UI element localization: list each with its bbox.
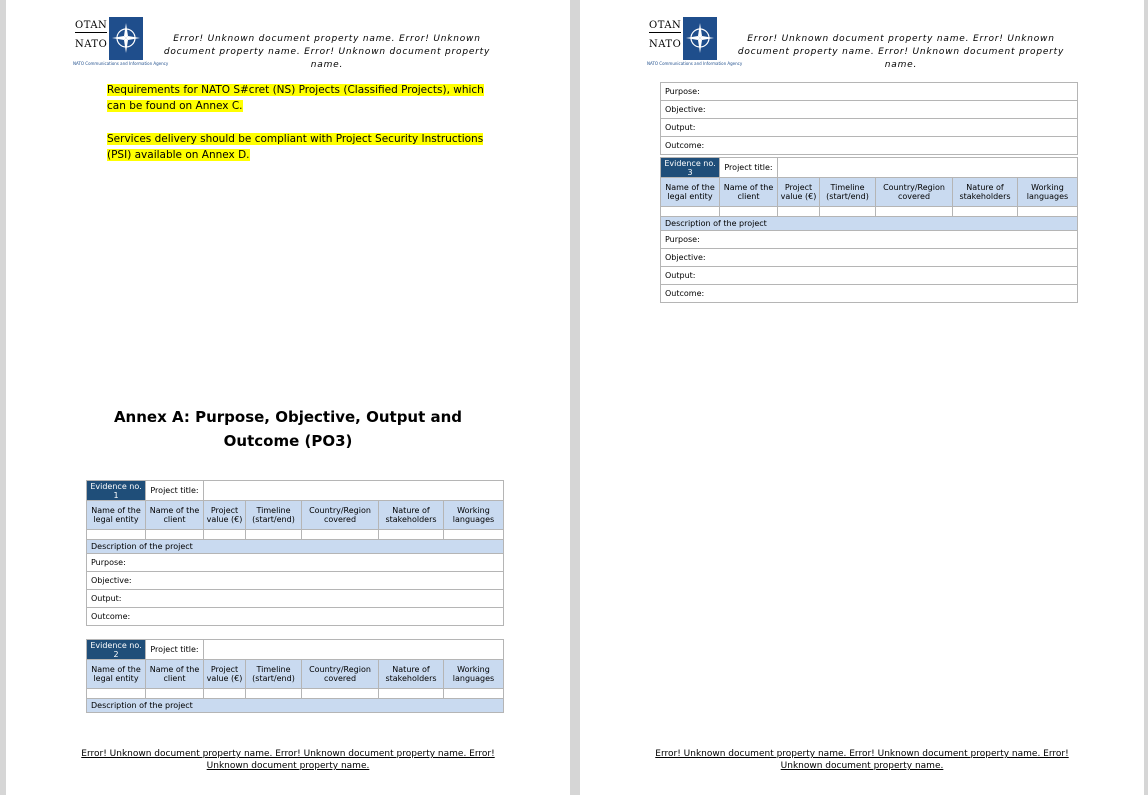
purpose-field[interactable]: Purpose:: [661, 231, 1078, 249]
document-page-2: [580, 0, 1144, 795]
logo-otan-text: OTAN: [649, 20, 682, 31]
value-cell[interactable]: [204, 530, 246, 540]
legal-entity-cell[interactable]: [87, 530, 146, 540]
services-highlight: Services delivery should be compliant with Project Security Instructions (PSI) available on Annex D.: [107, 133, 484, 161]
services-paragraph: [107, 131, 503, 163]
languages-cell[interactable]: [1018, 207, 1078, 217]
region-cell[interactable]: [876, 207, 953, 217]
evidence-table-1: [86, 480, 504, 626]
objective-field[interactable]: Objective:: [661, 249, 1078, 267]
document-page-1: [6, 0, 570, 795]
evidence-label: Evidence no. 3: [661, 158, 720, 178]
region-cell[interactable]: [302, 689, 379, 699]
value-cell[interactable]: [204, 689, 246, 699]
outcome-field[interactable]: Outcome:: [661, 285, 1078, 303]
evidence-label: Evidence no. 2: [87, 640, 146, 660]
nato-logo: [647, 17, 743, 69]
evidence-label: Evidence no. 1: [87, 481, 146, 501]
project-title-label: Project title:: [146, 481, 204, 501]
description-header: Description of the project: [87, 540, 504, 554]
languages-header: Working languages: [444, 660, 504, 689]
project-title-label: Project title:: [146, 640, 204, 660]
project-title-field[interactable]: [204, 640, 504, 660]
client-cell[interactable]: [720, 207, 778, 217]
project-title-field[interactable]: [204, 481, 504, 501]
stakeholders-cell[interactable]: [379, 530, 444, 540]
value-header: Project value (€): [204, 501, 246, 530]
timeline-cell[interactable]: [246, 689, 302, 699]
value-header: Project value (€): [778, 178, 820, 207]
header-error-text: Error! Unknown document property name. Error! Unknown document property name. Error! Unknown document property name.: [737, 34, 1065, 70]
annex-title: Annex A: Purpose, Objective, Output and Outcome (PO3): [113, 408, 463, 450]
timeline-header: Timeline (start/end): [246, 660, 302, 689]
client-header: Name of the client: [720, 178, 778, 207]
nato-compass-star-icon: [109, 17, 143, 60]
output-field[interactable]: Output:: [87, 590, 504, 608]
logo-nato-text: NATO: [649, 39, 682, 50]
evidence-table-2-continued: [660, 82, 1078, 155]
region-cell[interactable]: [302, 530, 379, 540]
value-cell[interactable]: [778, 207, 820, 217]
nato-compass-star-icon: [683, 17, 717, 60]
purpose-field[interactable]: Purpose:: [87, 554, 504, 572]
languages-cell[interactable]: [444, 689, 504, 699]
value-header: Project value (€): [204, 660, 246, 689]
outcome-field[interactable]: Outcome:: [87, 608, 504, 626]
legal-entity-cell[interactable]: [661, 207, 720, 217]
stakeholders-header: Nature of stakeholders: [379, 660, 444, 689]
objective-field[interactable]: Objective:: [87, 572, 504, 590]
output-field[interactable]: Output:: [661, 119, 1078, 137]
requirements-highlight: Requirements for NATO S#cret (NS) Projects (Classified Projects), which can be found on Annex C.: [107, 84, 484, 112]
client-cell[interactable]: [146, 530, 204, 540]
region-header: Country/Region covered: [876, 178, 953, 207]
legal-entity-header: Name of the legal entity: [87, 501, 146, 530]
logo-agency-text: NATO Communications and Information Agency: [73, 61, 169, 66]
stakeholders-cell[interactable]: [379, 689, 444, 699]
description-header: Description of the project: [661, 217, 1078, 231]
objective-field[interactable]: Objective:: [661, 101, 1078, 119]
languages-header: Working languages: [444, 501, 504, 530]
project-title-label: Project title:: [720, 158, 778, 178]
outcome-field[interactable]: Outcome:: [661, 137, 1078, 155]
timeline-header: Timeline (start/end): [820, 178, 876, 207]
languages-cell[interactable]: [444, 530, 504, 540]
timeline-header: Timeline (start/end): [246, 501, 302, 530]
legal-entity-header: Name of the legal entity: [87, 660, 146, 689]
nato-logo: [73, 17, 169, 69]
stakeholders-cell[interactable]: [953, 207, 1018, 217]
project-title-field[interactable]: [778, 158, 1078, 178]
client-header: Name of the client: [146, 501, 204, 530]
timeline-cell[interactable]: [246, 530, 302, 540]
description-header: Description of the project: [87, 699, 504, 713]
stakeholders-header: Nature of stakeholders: [379, 501, 444, 530]
logo-agency-text: NATO Communications and Information Agency: [647, 61, 743, 66]
stakeholders-header: Nature of stakeholders: [953, 178, 1018, 207]
client-cell[interactable]: [146, 689, 204, 699]
evidence-table-3: [660, 157, 1078, 303]
header-error-text: Error! Unknown document property name. Error! Unknown document property name. Error! Unknown document property name.: [163, 34, 491, 70]
footer-error-text: Error! Unknown document property name. Error! Unknown document property name. Error! Unknown document property name.: [81, 749, 495, 771]
output-field[interactable]: Output:: [661, 267, 1078, 285]
logo-otan-text: OTAN: [75, 20, 108, 31]
region-header: Country/Region covered: [302, 660, 379, 689]
legal-entity-cell[interactable]: [87, 689, 146, 699]
client-header: Name of the client: [146, 660, 204, 689]
legal-entity-header: Name of the legal entity: [661, 178, 720, 207]
footer-error-text: Error! Unknown document property name. Error! Unknown document property name. Error! Unknown document property name.: [655, 749, 1069, 771]
timeline-cell[interactable]: [820, 207, 876, 217]
logo-nato-text: NATO: [75, 39, 108, 50]
region-header: Country/Region covered: [302, 501, 379, 530]
requirements-paragraph: [107, 82, 503, 114]
evidence-table-2: [86, 639, 504, 713]
languages-header: Working languages: [1018, 178, 1078, 207]
purpose-field[interactable]: Purpose:: [661, 83, 1078, 101]
